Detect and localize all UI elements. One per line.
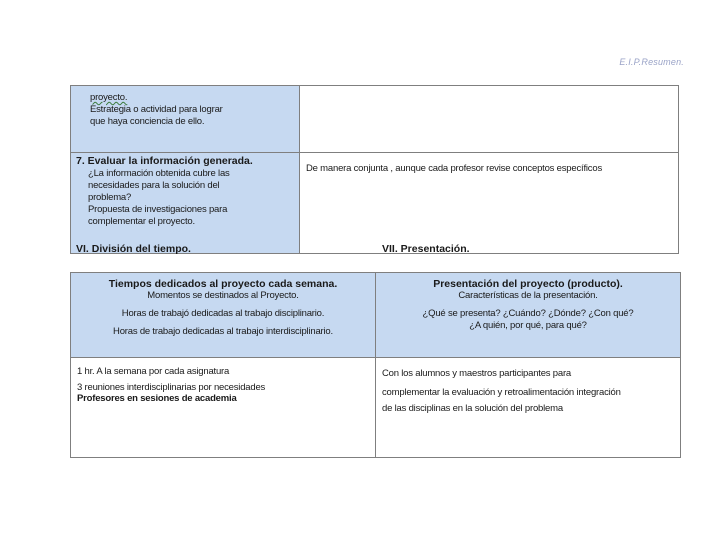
presentation-header-cell bbox=[376, 273, 681, 358]
evaluate-info-cell bbox=[71, 153, 300, 254]
text-line: ¿A quién, por qué, para qué? bbox=[469, 320, 587, 331]
presentation-header-title: Presentación del proyecto (producto). bbox=[433, 278, 623, 290]
section-title-time: VI. División del tiempo. bbox=[76, 243, 191, 255]
text-line: de las disciplinas en la solución del problema bbox=[382, 403, 563, 414]
text-line: proyecto. bbox=[90, 92, 128, 103]
presentation-detail-cell bbox=[376, 358, 681, 458]
text-line: Momentos se destinados al Proyecto. bbox=[147, 290, 299, 301]
text-line: Horas de trabajo dedicadas al trabajo interdisciplinario. bbox=[113, 326, 333, 337]
text-line: 1 hr. A la semana por cada asignatura bbox=[77, 366, 230, 377]
text-line: Características de la presentación. bbox=[458, 290, 598, 301]
evaluation-answer-cell: De manera conjunta , aunque cada profesor revise conceptos específicos bbox=[300, 153, 679, 254]
text-line: Horas de trabajó dedicadas al trabajo disciplinario. bbox=[121, 308, 325, 319]
text-line: complementar el proyecto. bbox=[88, 216, 195, 227]
time-header-title: Tiempos dedicados al proyecto cada semana. bbox=[108, 278, 338, 290]
table-row bbox=[71, 358, 681, 458]
bottom-table bbox=[70, 272, 681, 458]
section-title-presentation: VII. Presentación. bbox=[382, 243, 470, 255]
step-heading: 7. Evaluar la información generada. bbox=[76, 155, 253, 167]
strategy-cell bbox=[71, 86, 300, 153]
table-row bbox=[71, 153, 679, 254]
text-line: que haya conciencia de ello. bbox=[90, 116, 205, 127]
time-header-cell bbox=[71, 273, 376, 358]
table-row bbox=[71, 273, 681, 358]
text-line: Estrategia o actividad para lograr bbox=[90, 104, 223, 115]
text-line: 3 reuniones interdisciplinarias por necesidades bbox=[77, 382, 266, 393]
time-detail-cell bbox=[71, 358, 376, 458]
watermark-text: E.I.P.Resumen. bbox=[619, 57, 684, 67]
text-line: Propuesta de investigaciones para bbox=[88, 204, 228, 215]
text-line: complementar la evaluación y retroalimentación integración bbox=[382, 387, 621, 398]
text-line: ¿Qué se presenta? ¿Cuándo? ¿Dónde? ¿Con qué? bbox=[422, 308, 634, 319]
table-row bbox=[71, 86, 679, 153]
text-line: necesidades para la solución del bbox=[88, 180, 220, 191]
text-line: Profesores en sesiones de academia bbox=[77, 393, 237, 404]
text-line: ¿La información obtenida cubre las bbox=[88, 168, 230, 179]
empty-cell bbox=[300, 86, 679, 153]
top-table bbox=[70, 85, 679, 254]
text-line: Con los alumnos y maestros participantes para bbox=[382, 368, 572, 379]
text-line: problema? bbox=[88, 192, 132, 203]
